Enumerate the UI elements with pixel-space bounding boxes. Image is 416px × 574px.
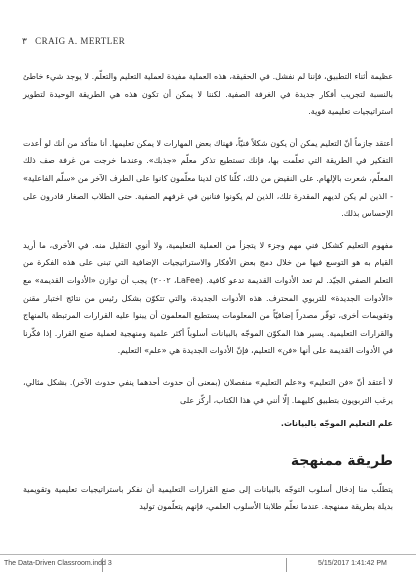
crop-mark bbox=[286, 558, 287, 572]
page-number: ٣ bbox=[22, 36, 27, 46]
print-footer bbox=[0, 554, 416, 574]
print-timestamp: 5/15/2017 1:41:42 PM bbox=[318, 560, 387, 567]
paragraph: لا أعتقد أنّ «فن التعليم» و«علم التعليم» منفصلان (بمعنى أن حدوث أحدهما ينفي حدوث الآخر). بشكل مثالي، يرغب التربويون بتطبيق كليهما. إلّا أنني في هذا الكتاب، أركّز على bbox=[23, 377, 393, 405]
footer-rule bbox=[0, 554, 416, 555]
section-title: طريقة ممنهجة bbox=[290, 452, 393, 469]
section-paragraph: يتطلّب منا إدخال أسلوب التوجّه بالبيانات إلى صنع القرارات التعليمية أن نفكر باستراتيجيات تعليمية وتقويمية بديلة بطريقة ممنهجة. عندما نعلّم طلابنا الأسلوب العلمي، فإنهم يتعلّمون توليد bbox=[23, 484, 393, 512]
running-header bbox=[22, 36, 125, 47]
paragraph: أعتقد جازماً أنّ التعليم يمكن أن يكون شكلاً فنيّاً، فهناك بعض المهارات لا يمكن تعليمها. أنا متأكد من أنك لو أعدت التفكير في الطريقة التي تعلّمت بها، فإنك تستطيع تذكر معلّم «جذبك». وعندما خرجت من غرفة صف ذلك المعلّم، شعرت بالإلهام. على النقيض من ذلك، كلّنا كان لدينا معلّمون كانوا على الطرف الآخر من «سلّم الفاعلية» - الذين لم يكن لديهم المقدرة تلك، الذين لم يكونوا فنانين في غرفهم الصفية. حتى الطلاب الصغار قادرون على الإحساس بذلك. bbox=[23, 138, 393, 219]
paragraph: عظيمة أثناء التطبيق، فإننا لم نفشل. في الحقيقة، هذه العملية مفيدة لعملية التعليم والتعلّم. لا يوجد شيء خاطئ بالنسبة لتجريب أفكار جديدة في الغرفة الصفية. لكننا لا يمكن أن تكون هذه هي الطريقة الوحيدة لتطوير استراتيجيات تعليمية قوية. bbox=[23, 72, 393, 117]
paragraph: مفهوم التعليم كشكل فني مهم وجزء لا يتجزأ من العملية التعليمية، ولا أنوي التقليل منه. في الأخرى، ما أريد القيام به هو التوسع فيها من خلال دمج بعض الأفكار والاستراتيجيات الإضافية التي تبنى على هذه الفكرة من التعلم الصفي الجيّد. لم تعد الأدوات القديمة تدعو كافية. (LaFee، ٢٠٠٢) يجب أن توازن «الأدوات القديمة» مع «الأدوات الجديدة» للتربوي المحترف. هذه الأدوات الجديدة، والتي تتكوّن بشكل رئيس من نتائج اختبار مقنن وتقويمات أخرى، توفّر مصدراً إضافيّاً من المعلومات يستطيع المعلمون أن يبنوا عليه القرارات المرتبطة بالمنهاج والقرارات التعليمية. يسير هذا المكوّن الموجّه بالبيانات أسلوباً أكثر علمية ومنهجية لعملية صنع القرار. إذا فكّرنا في الأدوات القديمة على أنها «فن» التعليم، فإنّ الأدوات الجديدة هي «علم» التعليم. bbox=[23, 240, 393, 356]
author-name: CRAIG A. MERTLER bbox=[35, 36, 126, 46]
emphasis-line: علم التعليم الموجّه بالبيانات. bbox=[280, 419, 393, 429]
body-text bbox=[23, 68, 393, 530]
file-name: The Data-Driven Classroom.indd 3 bbox=[4, 560, 112, 567]
